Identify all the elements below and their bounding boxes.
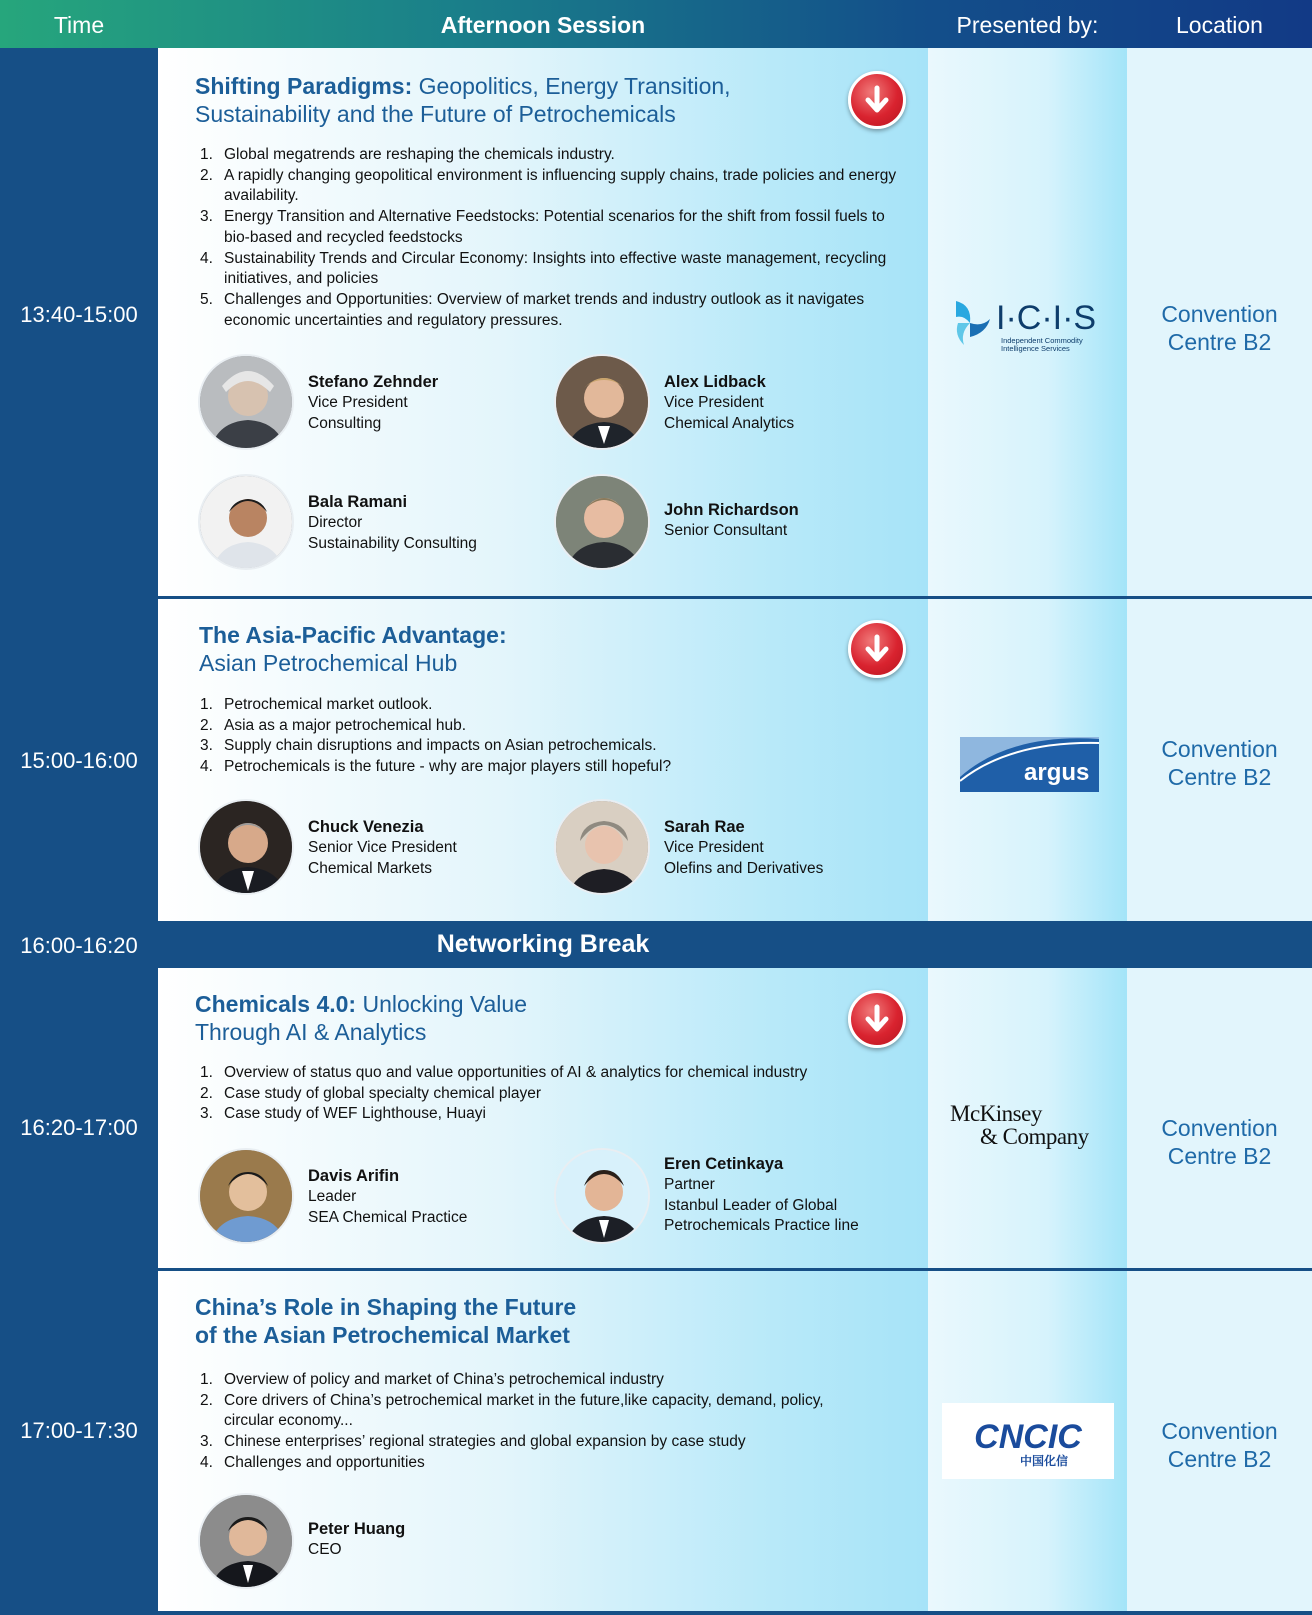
speaker-photo bbox=[554, 474, 650, 570]
speaker-name: Bala Ramani bbox=[308, 493, 408, 511]
speaker-photo bbox=[554, 799, 650, 895]
location-cell bbox=[1127, 968, 1312, 1268]
networking-break bbox=[158, 921, 1312, 968]
location-cell bbox=[1127, 599, 1312, 921]
speaker-card bbox=[198, 354, 538, 450]
speaker-card bbox=[554, 474, 894, 570]
location-text: Convention Centre B2 bbox=[1161, 1115, 1278, 1169]
svg-text:Independent Commodity: Independent Commodity bbox=[1001, 336, 1083, 345]
list-item: 2. Case study of global specialty chemical player bbox=[200, 1084, 542, 1102]
list-item: 3. Chinese enterprises’ regional strategies and global expansion by case study bbox=[200, 1433, 746, 1451]
icis-logo bbox=[952, 293, 1102, 353]
header-location: Location bbox=[1176, 12, 1263, 38]
speaker-name: Davis Arifin bbox=[308, 1167, 400, 1185]
svg-text:argus: argus bbox=[1024, 759, 1090, 786]
speaker-card bbox=[198, 1493, 538, 1589]
session-title-rest: Unlocking Value bbox=[356, 991, 527, 1017]
argus-logo bbox=[960, 737, 1099, 792]
location-cell bbox=[1127, 1271, 1312, 1611]
speaker-dept: Consulting bbox=[308, 414, 382, 432]
list-item: 4. Challenges and opportunities bbox=[200, 1453, 425, 1471]
speaker-card bbox=[198, 799, 538, 895]
download-button[interactable] bbox=[848, 990, 906, 1048]
speaker-role: Vice President bbox=[664, 838, 764, 856]
list-item: 2. Core drivers of China’s petrochemical market in the future,like capacity, demand, policy, circular economy... bbox=[200, 1391, 824, 1430]
svg-text:CNCIC: CNCIC bbox=[974, 1418, 1082, 1456]
time-column bbox=[0, 48, 158, 1615]
svg-text:中国化信: 中国化信 bbox=[1019, 1454, 1069, 1468]
speaker-dept: Sustainability Consulting bbox=[308, 534, 477, 552]
speaker-card bbox=[554, 799, 894, 895]
time-slot-break: 16:00-16:20 bbox=[20, 933, 138, 958]
speaker-dept: Olefins and Derivatives bbox=[664, 859, 824, 877]
session-title-rest: Geopolitics, Energy Transition, bbox=[412, 73, 731, 99]
session-title bbox=[195, 990, 835, 1046]
session-points bbox=[200, 1063, 920, 1125]
session-points bbox=[200, 145, 900, 331]
download-button[interactable] bbox=[848, 71, 906, 129]
presenter-cell bbox=[928, 48, 1127, 596]
session-title-bold: The Asia-Pacific Advantage: bbox=[199, 622, 507, 648]
session-row bbox=[158, 968, 1312, 1268]
session-title bbox=[195, 72, 835, 128]
speaker-role: Senior Consultant bbox=[664, 521, 788, 539]
list-item: 3. Case study of WEF Lighthouse, Huayi bbox=[200, 1105, 486, 1123]
list-item: 2. Asia as a major petrochemical hub. bbox=[200, 716, 467, 734]
speaker-name: Stefano Zehnder bbox=[308, 373, 439, 391]
session-row bbox=[158, 1271, 1312, 1611]
list-item: 3. Supply chain disruptions and impacts on Asian petrochemicals. bbox=[200, 737, 657, 755]
speaker-role: Vice President bbox=[308, 393, 408, 411]
speaker-dept-2: Petrochemicals Practice line bbox=[664, 1217, 859, 1235]
list-item: 1. Overview of status quo and value opportunities of AI & analytics for chemical industry bbox=[200, 1064, 808, 1081]
row-divider bbox=[158, 1611, 1312, 1615]
speaker-name: John Richardson bbox=[664, 501, 799, 519]
speaker-role: Vice President bbox=[664, 393, 764, 411]
speaker-dept: Chemical Analytics bbox=[664, 414, 795, 432]
svg-text:Intelligence Services: Intelligence Services bbox=[1001, 344, 1070, 353]
speaker-role: Partner bbox=[664, 1175, 715, 1193]
mckinsey-logo: McKinsey & Company bbox=[950, 1101, 1089, 1149]
speaker-card bbox=[198, 474, 538, 570]
speaker-dept: Istanbul Leader of Global bbox=[664, 1196, 838, 1214]
break-label: Networking Break bbox=[436, 930, 650, 958]
presenter-cell bbox=[928, 968, 1127, 1268]
schedule-header bbox=[0, 0, 1312, 48]
location-text: Convention Centre B2 bbox=[1161, 736, 1278, 790]
speaker-name: Alex Lidback bbox=[664, 373, 766, 391]
speaker-photo bbox=[198, 799, 294, 895]
location-cell bbox=[1127, 48, 1312, 596]
list-item: 1. Petrochemical market outlook. bbox=[200, 696, 433, 713]
list-item: 1. Global megatrends are reshaping the chemicals industry. bbox=[200, 146, 615, 163]
speaker-card bbox=[198, 1148, 538, 1244]
location-text: Convention Centre B2 bbox=[1161, 1418, 1278, 1472]
session-content bbox=[158, 968, 928, 1268]
session-content bbox=[158, 1271, 928, 1611]
speaker-dept: Chemical Markets bbox=[308, 859, 433, 877]
time-slot-3: 16:20-17:00 bbox=[20, 1115, 138, 1140]
session-title bbox=[195, 1293, 835, 1349]
session-title-bold: China’s Role in Shaping the Future bbox=[195, 1294, 577, 1320]
speaker-dept: SEA Chemical Practice bbox=[308, 1208, 468, 1226]
session-row bbox=[158, 48, 1312, 596]
session-content bbox=[158, 48, 928, 596]
presenter-cell bbox=[928, 1271, 1127, 1611]
speaker-photo bbox=[198, 1493, 294, 1589]
session-row bbox=[158, 599, 1312, 921]
list-item: 1. Overview of policy and market of China’s petrochemical industry bbox=[200, 1371, 664, 1388]
speaker-name: Chuck Venezia bbox=[308, 818, 424, 836]
speaker-role: CEO bbox=[308, 1540, 342, 1558]
session-title-line2: Sustainability and the Future of Petrochemicals bbox=[195, 101, 676, 127]
header-session: Afternoon Session bbox=[440, 12, 646, 38]
time-slot-4: 17:00-17:30 bbox=[20, 1418, 138, 1443]
speaker-photo bbox=[554, 354, 650, 450]
session-title-line2: Asian Petrochemical Hub bbox=[199, 650, 458, 676]
session-title-bold: Chemicals 4.0: bbox=[195, 991, 357, 1017]
time-slot-1: 13:40-15:00 bbox=[20, 302, 138, 327]
time-slot-2: 15:00-16:00 bbox=[20, 748, 138, 773]
list-item: 3. Energy Transition and Alternative Feedstocks: Potential scenarios for the shift from fossil fuels to bio-based and recycled feedstocks bbox=[200, 208, 885, 246]
presenter-cell bbox=[928, 599, 1127, 921]
speaker-photo bbox=[198, 354, 294, 450]
session-points bbox=[200, 1370, 840, 1474]
speaker-card bbox=[554, 1148, 894, 1244]
cncic-logo bbox=[942, 1403, 1114, 1479]
list-item: 5. Challenges and Opportunities: Overview of market trends and industry outlook as it navigates economic uncertainties and regulatory pressures. bbox=[200, 290, 865, 329]
header-presented-by: Presented by: bbox=[956, 12, 1099, 38]
list-item: 4. Sustainability Trends and Circular Economy: Insights into effective waste management, recycling initiatives, and policies bbox=[200, 249, 887, 288]
list-item: 4. Petrochemicals is the future - why are major players still hopeful? bbox=[200, 758, 672, 776]
session-title-line2: of the Asian Petrochemical Market bbox=[195, 1322, 570, 1348]
speaker-role: Director bbox=[308, 513, 363, 531]
session-title-line2: Through AI & Analytics bbox=[195, 1019, 427, 1045]
speaker-name: Sarah Rae bbox=[664, 818, 745, 836]
download-button[interactable] bbox=[848, 620, 906, 678]
session-content bbox=[158, 599, 928, 921]
speaker-photo bbox=[198, 1148, 294, 1244]
session-title-bold: Shifting Paradigms: bbox=[195, 73, 413, 99]
session-title bbox=[199, 621, 839, 677]
header-time: Time bbox=[53, 12, 105, 38]
arrow-down-icon bbox=[860, 83, 894, 117]
speaker-photo bbox=[554, 1148, 650, 1244]
arrow-down-icon bbox=[860, 632, 894, 666]
speaker-name: Eren Cetinkaya bbox=[664, 1155, 784, 1173]
speaker-name: Peter Huang bbox=[308, 1520, 406, 1538]
speaker-role: Senior Vice President bbox=[308, 838, 457, 856]
arrow-down-icon bbox=[860, 1002, 894, 1036]
svg-text:I·C·I·S: I·C·I·S bbox=[996, 299, 1097, 337]
location-text: Convention Centre B2 bbox=[1161, 301, 1278, 355]
speaker-role: Leader bbox=[308, 1187, 357, 1205]
session-points bbox=[200, 695, 900, 778]
speaker-card bbox=[554, 354, 894, 450]
list-item: 2. A rapidly changing geopolitical environment is influencing supply chains, trade policies and energy availability. bbox=[200, 166, 897, 205]
speaker-photo bbox=[198, 474, 294, 570]
